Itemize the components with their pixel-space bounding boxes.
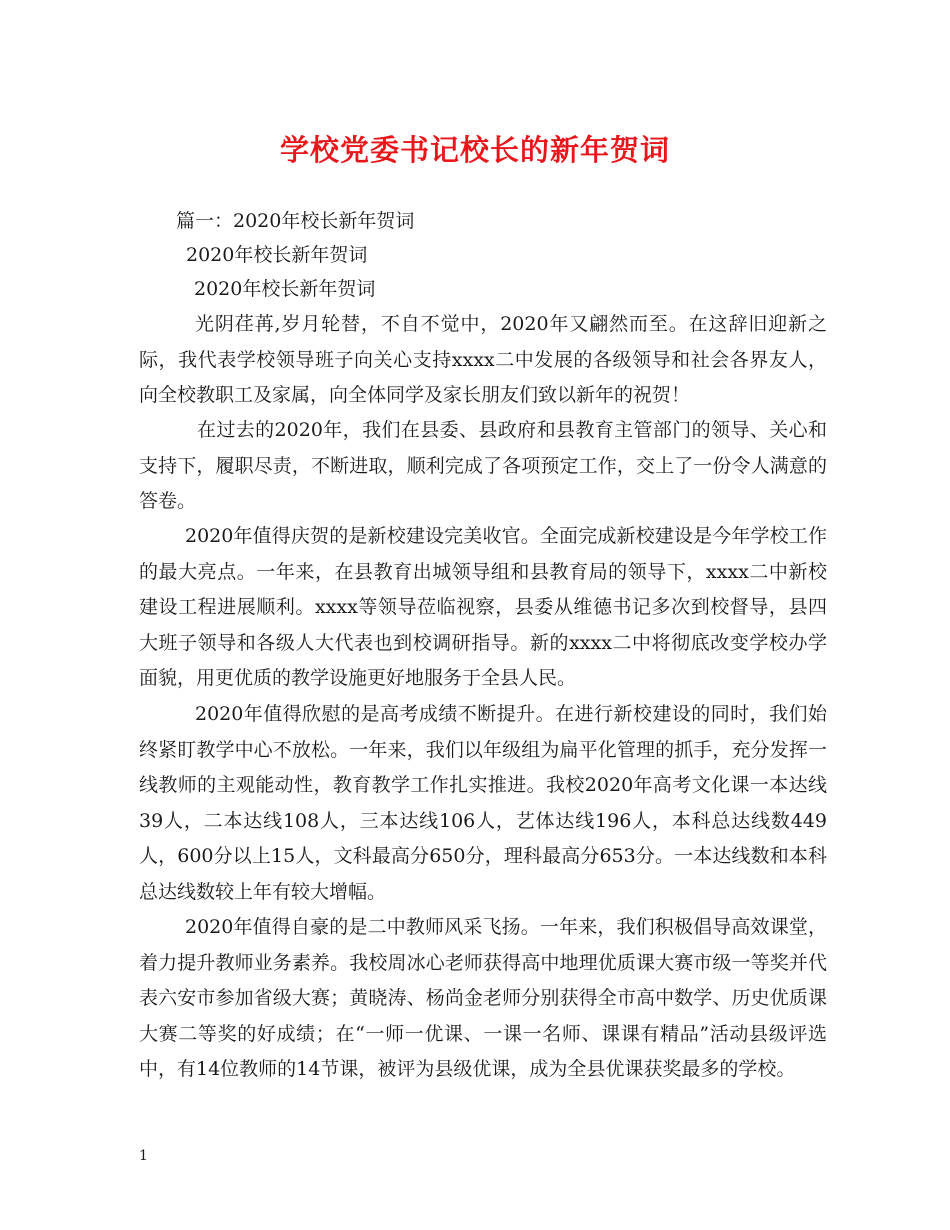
paragraph-teachers: 2020年值得自豪的是二中教师风采飞扬。一年来，我们积极倡导高效课堂，着力提升教师业务素养。我校周冰心老师获得高中地理优质课大赛市级一等奖并代表六安市参加省级大赛；黄晓涛、杨尚金老师分别获得全市高中数学、历史优质课大赛二等奖的好成绩；在“一师一优课、一课一名师、课课有精品”活动县级评选中，有14位教师的14节课，被评为县级优课，成为全县优课获奖最多的学校。 — [139, 916, 827, 1080]
paragraph-exam-results: 2020年值得欣慰的是高考成绩不断提升。在进行新校建设的同时，我们始终紧盯教学中心不放松。一年来，我们以年级组为扁平化管理的抓手，充分发挥一线教师的主观能动性，教育教学工作扎实推进。我校2020年高考文化课一本达线39人，二本达线108人，三本达线106人，艺体达线196人，本科总达线数449人，600分以上15人，文科最高分650分，理科最高分653分。一本达线数和本科总达线数较上年有较大增幅。 — [139, 703, 827, 903]
page-number: 1 — [139, 1148, 148, 1164]
section-heading: 篇一：2020年校长新年贺词 — [176, 210, 415, 232]
document-title: 学校党委书记校长的新年贺词 — [279, 133, 670, 167]
subheading-repeat: 2020年校长新年贺词 — [194, 278, 376, 300]
subheading: 2020年校长新年贺词 — [186, 244, 368, 266]
paragraph-review: 在过去的2020年，我们在县委、县政府和县教育主管部门的领导、关心和支持下，履职尽责，不断进取，顺利完成了各项预定工作，交上了一份令人满意的答卷。 — [139, 419, 827, 512]
paragraph-new-campus: 2020年值得庆贺的是新校建设完美收官。全面完成新校建设是今年学校工作的最大亮点。一年来，在县教育出城领导组和县教育局的领导下，xxxx二中新校建设工程进展顺利。xxxx等领导莅临视察，县委从维德书记多次到校督导，县四大班子领导和各级人大代表也到校调研指导。新的xxxx二中将彻底改变学校办学面貌，用更优质的教学设施更好地服务于全县人民。 — [139, 525, 827, 689]
paragraph-greeting: 光阴荏苒,岁月轮替，不自不觉中，2020年又翩然而至。在这辞旧迎新之际，我代表学校领导班子向关心支持xxxx二中发展的各级领导和社会各界友人，向全校教职工及家属，向全体同学及家长朋友们致以新年的祝贺！ — [139, 313, 827, 406]
